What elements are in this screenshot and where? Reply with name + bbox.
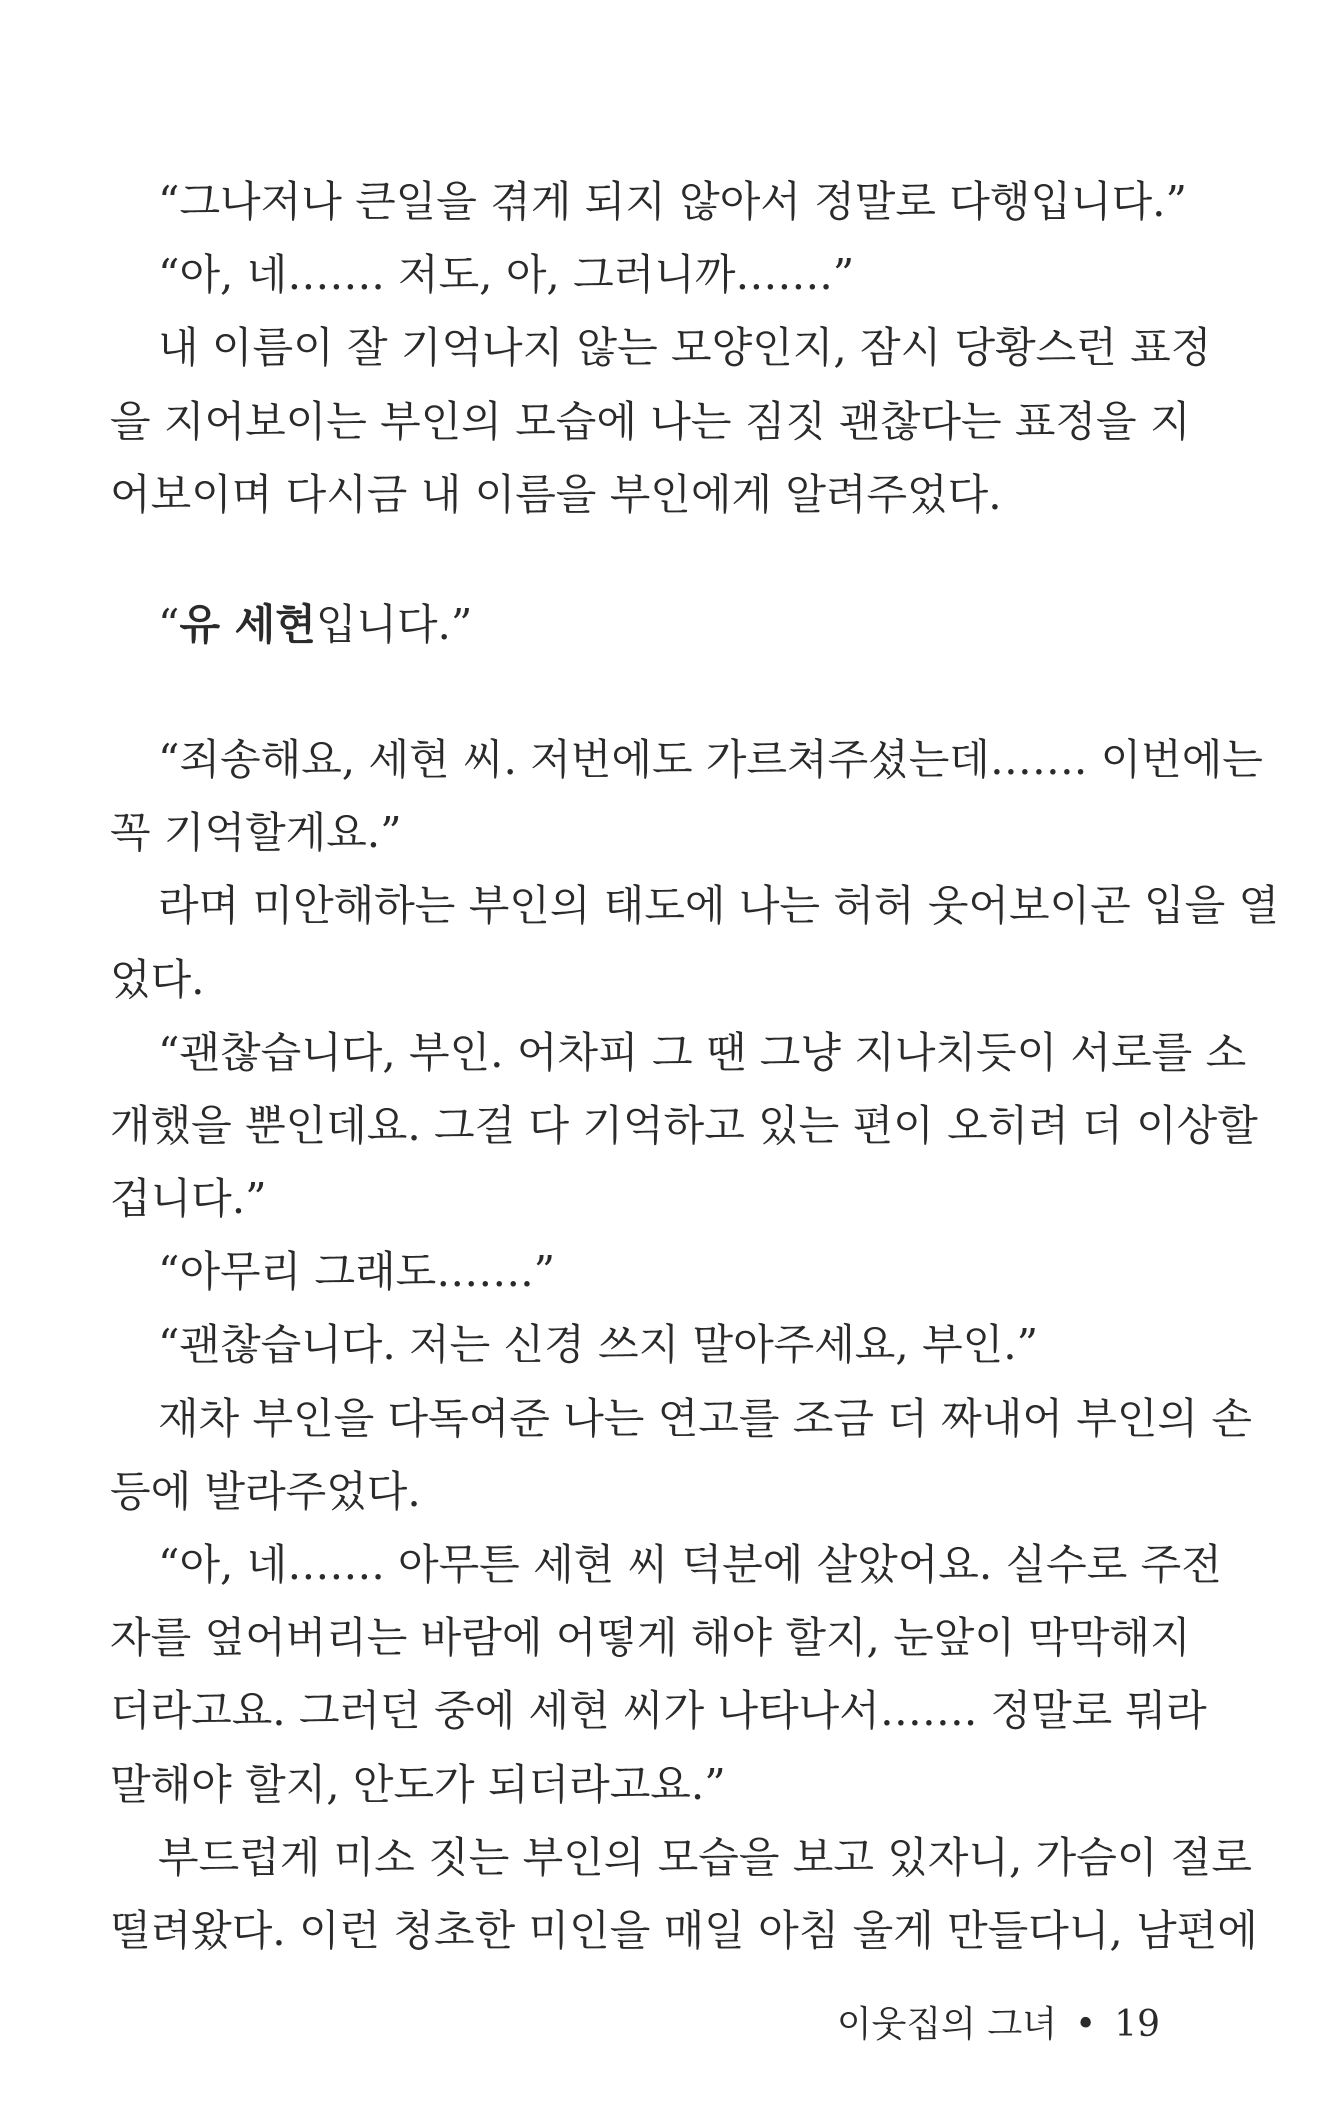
text-line: “아, 네……. 저도, 아, 그러니까…….” (158, 250, 855, 299)
text-line: “그나저나 큰일을 겪게 되지 않아서 정말로 다행입니다.” (158, 177, 1187, 226)
text-line: 내 이름이 잘 기억나지 않는 모양인지, 잠시 당황스런 표정 (158, 323, 1212, 372)
text-line: 부드럽게 미소 짓는 부인의 모습을 보고 있자니, 가슴이 절로 (158, 1833, 1252, 1882)
text-line: 재차 부인을 다독여준 나는 연고를 조금 더 짜내어 부인의 손 (158, 1394, 1252, 1443)
bullet-separator: • (1074, 2004, 1097, 2045)
text-line: 개했을 뿐인데요. 그걸 다 기억하고 있는 편이 오히려 더 이상할 (110, 1101, 1258, 1150)
text-line: “아무리 그래도…….” (158, 1247, 556, 1296)
text-line: 어보이며 다시금 내 이름을 부인에게 알려주었다. (110, 470, 1002, 519)
quote-open: “ (158, 600, 180, 649)
text-line: “괜찮습니다. 저는 신경 쓰지 말아주세요, 부인.” (158, 1320, 1039, 1369)
emphasis-line (158, 595, 1160, 655)
text-line: 꼭 기억할게요.” (110, 808, 402, 857)
page-footer (837, 2000, 1160, 2050)
character-name: 유 세현 (179, 600, 316, 649)
text-line: 떨려왔다. 이런 청초한 미인을 매일 아침 울게 만들다니, 남편에 (110, 1906, 1258, 1955)
text-line: 등에 발라주었다. (110, 1467, 421, 1516)
text-line: 라며 미안해하는 부인의 태도에 나는 허허 웃어보이곤 입을 열 (158, 881, 1280, 930)
text-line: 겁니다.” (110, 1174, 267, 1223)
page-number: 19 (1114, 2004, 1160, 2045)
text-line: 말해야 할지, 안도가 되더라고요.” (110, 1760, 726, 1809)
text-line: 자를 엎어버리는 바람에 어떻게 해야 할지, 눈앞이 막막해지 (110, 1613, 1191, 1662)
text-line: “괜찮습니다, 부인. 어차피 그 땐 그냥 지나치듯이 서로를 소 (158, 1028, 1247, 1077)
text-line: 더라고요. 그러던 중에 세현 씨가 나타나서……. 정말로 뭐라 (110, 1686, 1207, 1735)
text-line: “아, 네……. 아무튼 세현 씨 덕분에 살았어요. 실수로 주전 (158, 1540, 1222, 1589)
running-title: 이웃집의 그녀 (836, 2004, 1057, 2045)
text-line: “죄송해요, 세현 씨. 저번에도 가르쳐주셨는데……. 이번에는 (158, 735, 1263, 784)
quote-rest: 입니다.” (315, 600, 473, 649)
text-line: 었다. (110, 955, 205, 1004)
text-line: 을 지어보이는 부인의 모습에 나는 짐짓 괜찮다는 표정을 지 (110, 397, 1191, 446)
